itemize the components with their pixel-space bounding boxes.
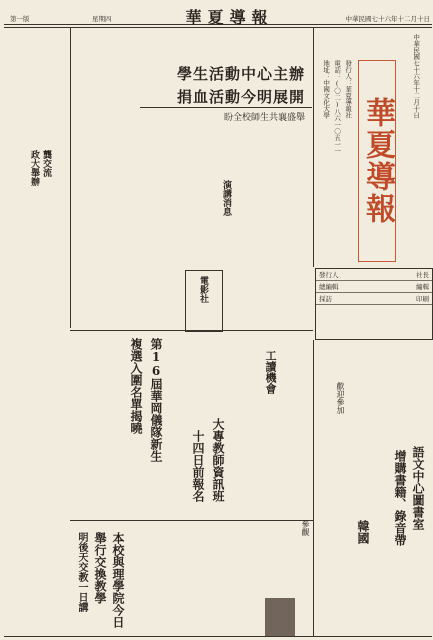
masthead-date: 中華民國七十六年十二月十日: [345, 15, 430, 23]
class-notice-head: 明後天交教一日講: [76, 532, 87, 612]
exchange-head: 本校與理學院今日: [111, 532, 125, 628]
weekday: 星期四: [92, 15, 112, 23]
exchange-head-2: 舉行交換教學: [93, 532, 107, 604]
new-students-head-2: 複選入圍名單揭曉: [129, 338, 143, 434]
staff-table: [315, 268, 433, 340]
masthead-title: 華夏導報: [185, 8, 274, 27]
pub-issuer: 發行人：華夏導報社: [344, 60, 353, 119]
left-news-head: 龔交流: [41, 150, 51, 177]
seminar-head: 大專教師資訊班: [211, 418, 225, 502]
new-students-head: 第16屆華岡儀隊新生: [149, 338, 163, 462]
main-headline-2: 捐血活動今明展開: [176, 88, 305, 106]
section-rule-2: [70, 520, 313, 521]
main-headline-1: 學生活動中心主辦: [176, 65, 305, 83]
headline-rule: [140, 107, 312, 108]
logo-frame: [358, 60, 396, 262]
staff-row: 發行人 社長: [316, 269, 432, 281]
seminar-head-2: 十四日前報名: [191, 430, 205, 502]
col-divider-right: [313, 340, 314, 636]
pub-date: 中華民國七十六年十二月十日: [412, 34, 421, 119]
left-news-head-2: 政大舉辦: [29, 150, 39, 186]
col-divider: [70, 28, 71, 328]
page-label: 第一版: [10, 15, 30, 23]
part-time-head: 工讀機會: [264, 350, 277, 394]
pub-phone: 電話：(〇二)八六一〇五一一: [333, 60, 342, 154]
speech-notice-head: 演講消息: [221, 180, 231, 216]
library-head-2: 增購書籍、錄音帶: [393, 450, 407, 546]
header-divider: [313, 27, 314, 267]
newspaper-logo: 華夏導報: [360, 97, 395, 225]
lecture-label: 參觀: [301, 520, 310, 536]
library-head: 語文中心圖書室: [411, 446, 425, 530]
pub-address: 地址：中國文化大學: [322, 60, 331, 119]
bottom-rule: [4, 636, 432, 637]
staff-row: 總編輯 編輯: [316, 281, 432, 293]
staff-row: 採訪 印刷: [316, 293, 432, 305]
movie-head: 電影社: [198, 276, 208, 303]
section-rule: [70, 330, 313, 331]
photo-placeholder: [265, 598, 295, 636]
welcome-label: 歡迎參加: [336, 382, 345, 414]
korea-head: 韓國: [356, 520, 370, 544]
main-subhead: 盼全校師生共襄盛舉: [223, 113, 305, 123]
